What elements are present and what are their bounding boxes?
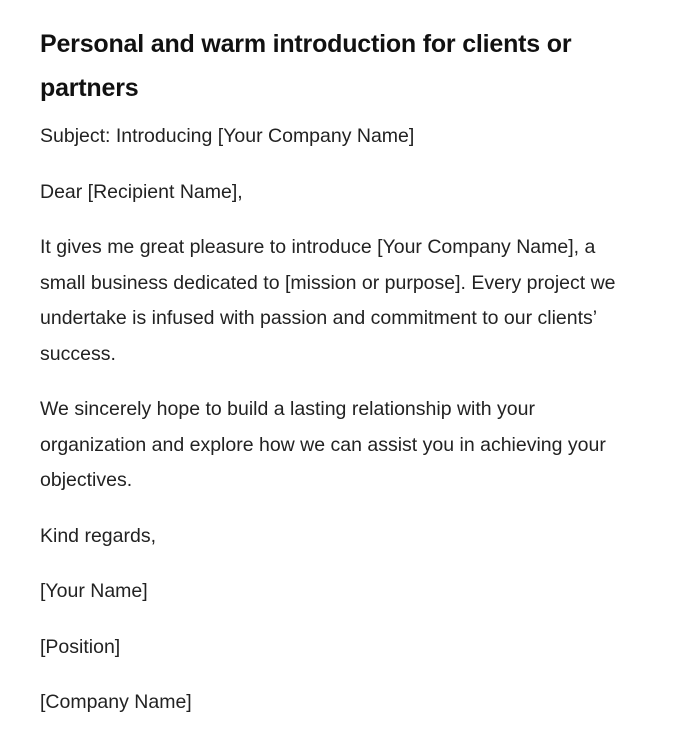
- salutation: Dear [Recipient Name],: [40, 180, 243, 203]
- body-paragraph-intro: It gives me great pleasure to introduce [Your Company Name], a small business dedicated to [mission or purpose]. Every project we undertake is infused with passion and commitment to our clients’ success.: [40, 236, 616, 365]
- document-title: Personal and warm introduction for clients or partners: [40, 30, 572, 102]
- closing-line: Kind regards,: [40, 524, 156, 547]
- signature-company: [Company Name]: [40, 691, 192, 713]
- body-paragraph-relationship: We sincerely hope to build a lasting relationship with your organization and explore how we can assist you in achieving your objectives.: [40, 398, 606, 491]
- signature-name: [Your Name]: [40, 580, 148, 602]
- signature-position: [Position]: [40, 635, 121, 658]
- subject-line: Subject: Introducing [Your Company Name]: [40, 125, 415, 147]
